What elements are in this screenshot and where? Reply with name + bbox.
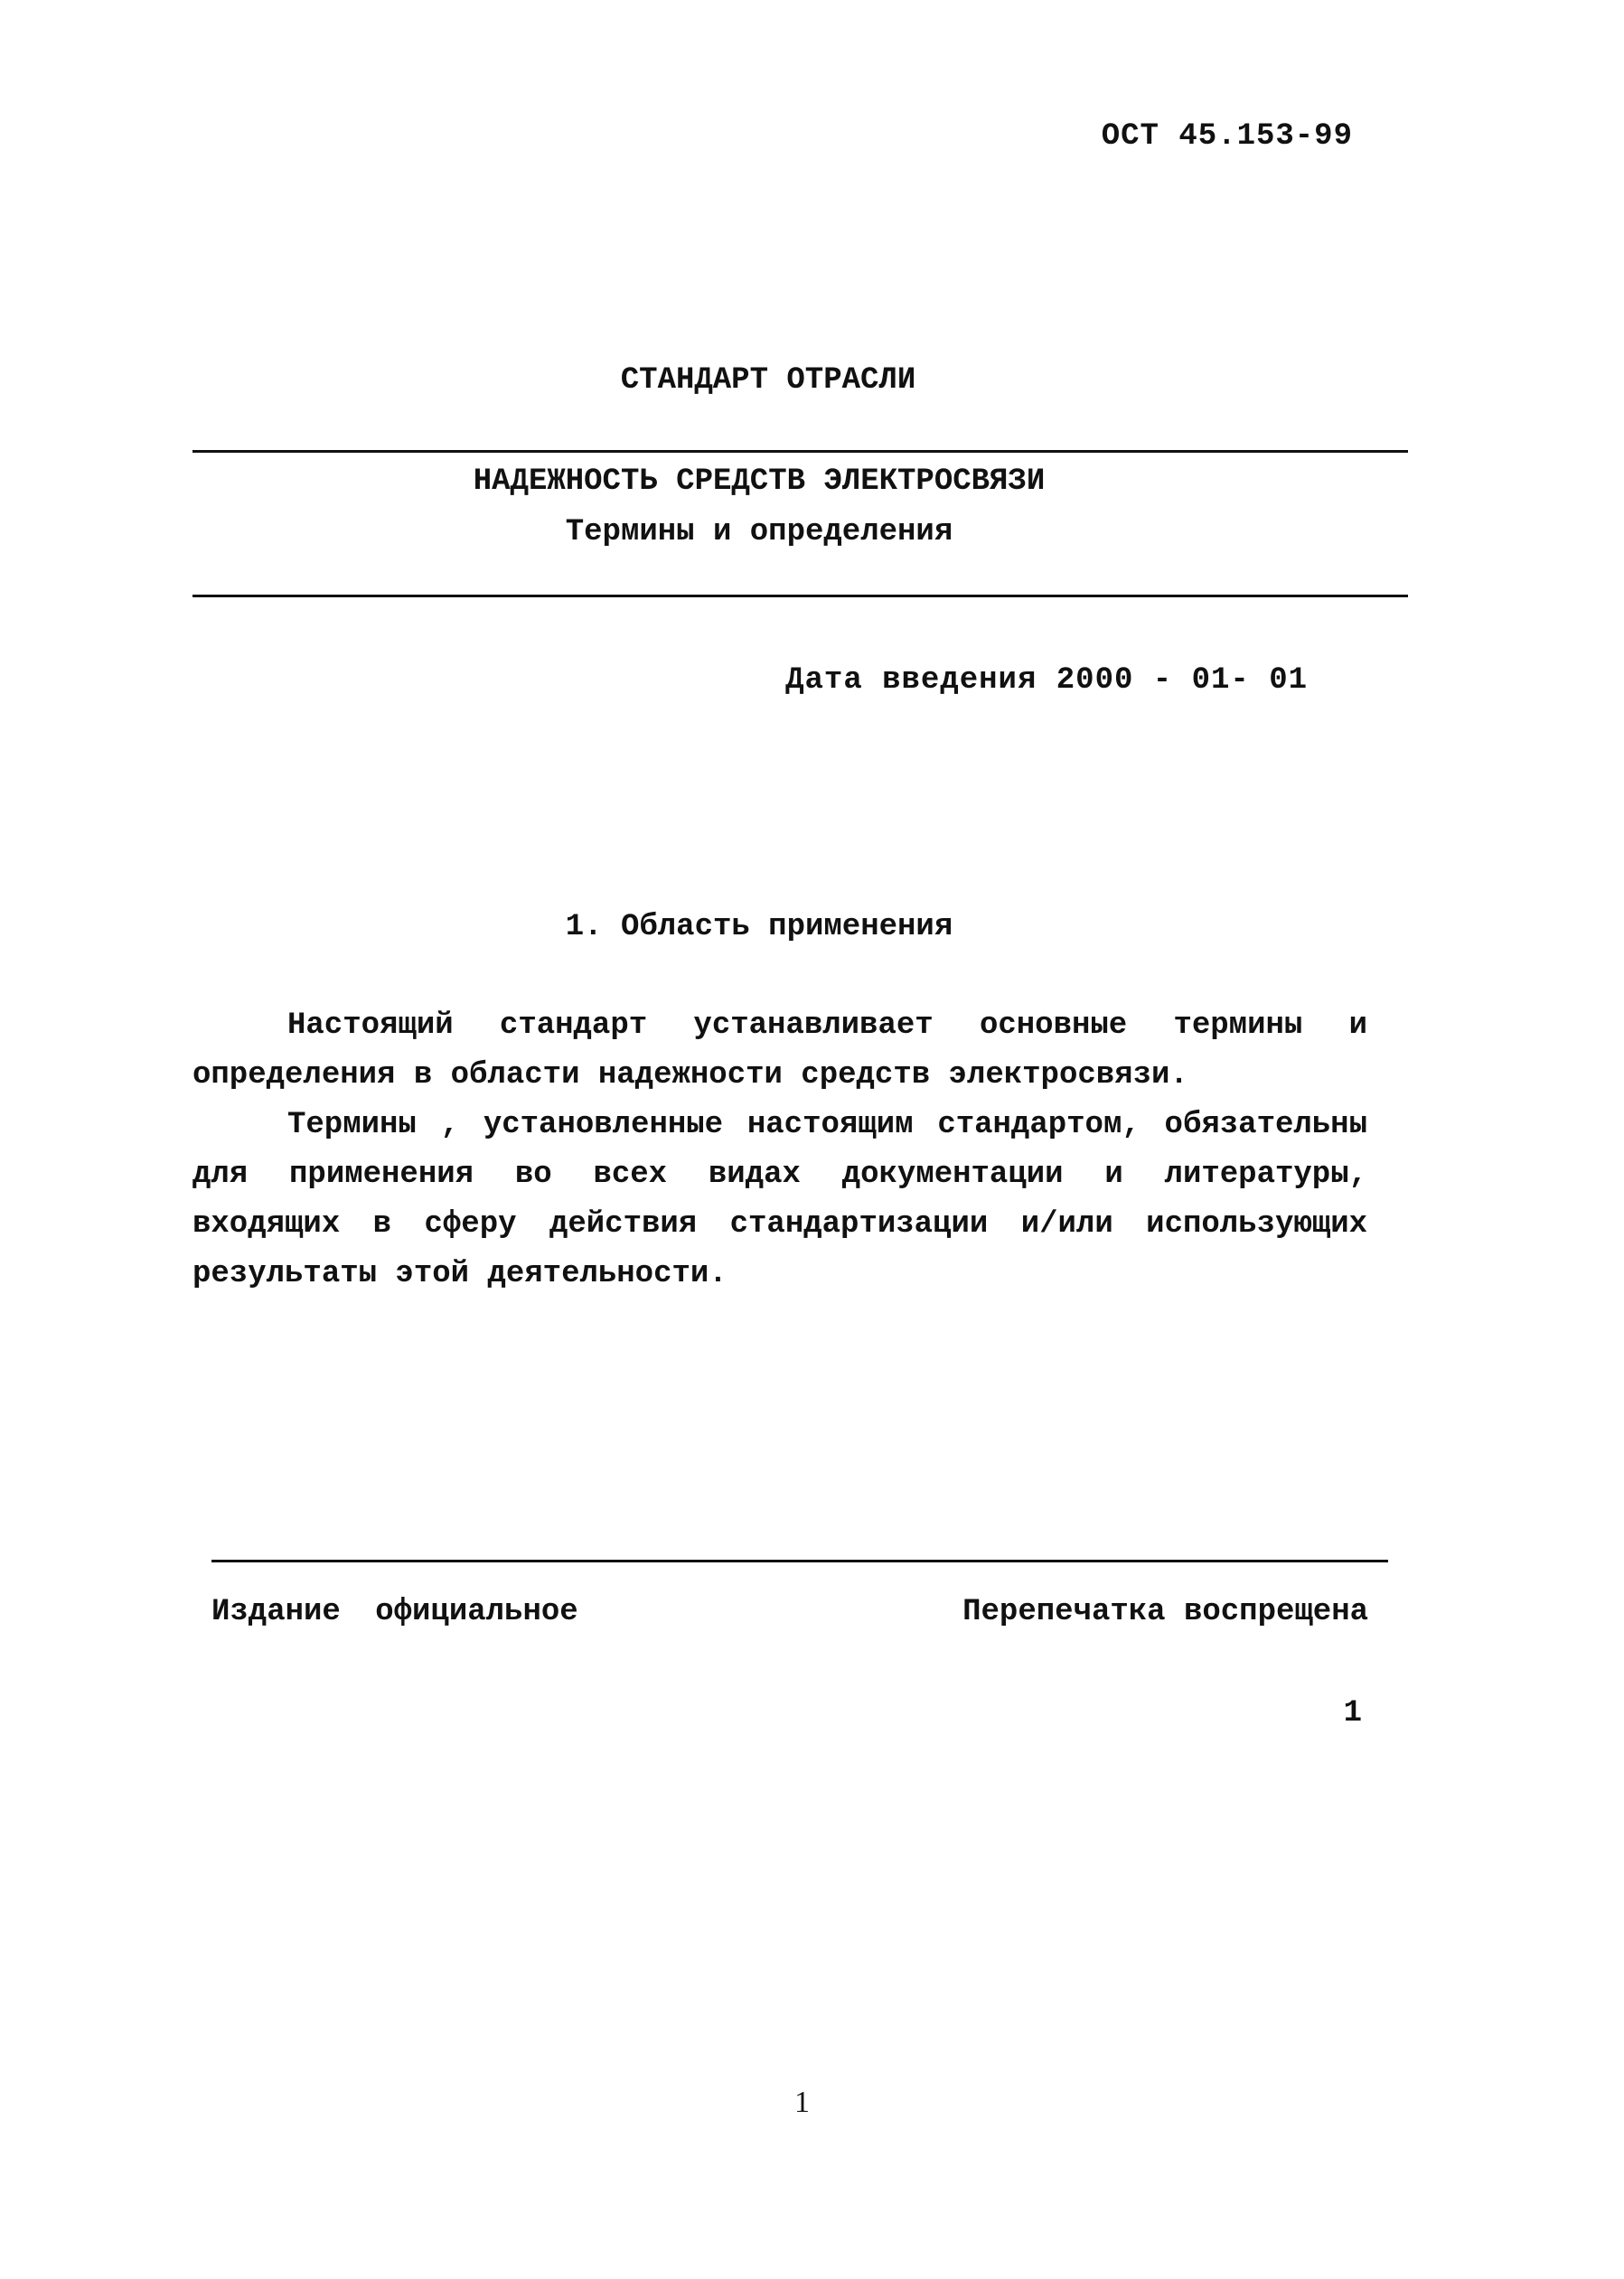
page-number: 1 <box>1343 1696 1362 1730</box>
footer-divider <box>211 1560 1388 1562</box>
paragraph-scope: Настоящий стандарт устанавливает основные термины и определения в области надежности средств электросвязи. <box>192 1008 1367 1093</box>
document-subtitle: Термины и определения <box>565 515 953 549</box>
document-code: ОСТ 45.153-99 <box>1101 119 1353 154</box>
sheet-number: 1 <box>794 2086 810 2119</box>
introduction-date: Дата введения 2000 - 01- 01 <box>785 663 1308 698</box>
section-heading: 1. Область применения <box>565 910 953 944</box>
paragraph-obligation: Термины , установленные настоящим стандартом, обязательны для применения во всех видах документации и литературы, входящих в сферу действия стандартизации и/или использующих результаты этой деятельности. <box>192 1108 1367 1291</box>
reprint-notice: Перепечатка воспрещена <box>962 1595 1368 1629</box>
document-title: НАДЕЖНОСТЬ СРЕДСТВ ЭЛЕКТРОСВЯЗИ <box>473 464 1046 499</box>
edition-label: Издание официальное <box>211 1595 578 1629</box>
standard-type-heading: СТАНДАРТ ОТРАСЛИ <box>620 363 916 398</box>
title-divider-bottom <box>192 595 1408 597</box>
title-divider-top <box>192 450 1408 453</box>
